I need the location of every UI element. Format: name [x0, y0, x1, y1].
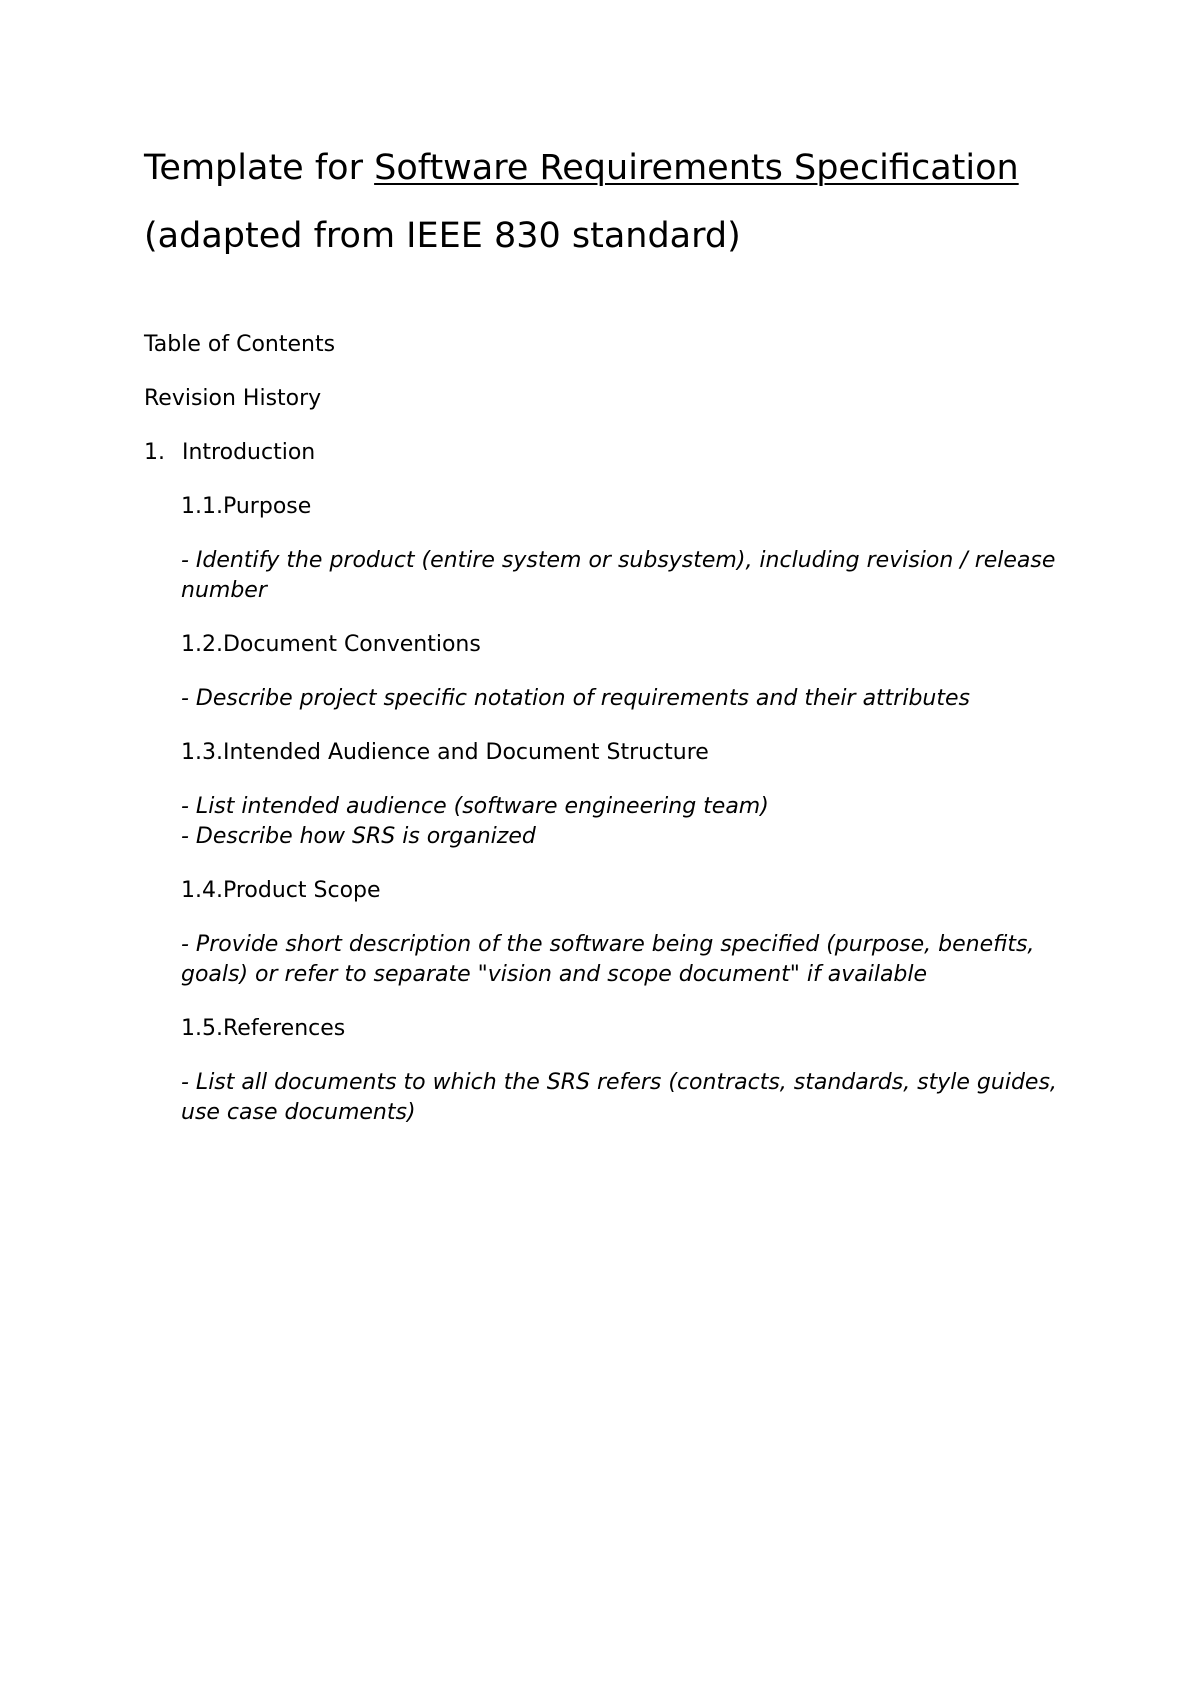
description-line: - Provide short description of the software being specified (purpose, benefits,	[181, 932, 1035, 957]
title-emphasis: Software Requirements Specification	[374, 148, 1019, 188]
description-line: - Describe how SRS is organized	[181, 824, 536, 849]
toc-revision-history: Revision History	[144, 386, 322, 411]
description-line: - List intended audience (software engineering team)	[181, 794, 769, 819]
introduction-subsections	[181, 492, 1057, 1128]
subsection-description-references	[181, 1068, 1061, 1128]
description-line: - Identify the product (entire system or subsystem), including revision / release	[181, 548, 1056, 573]
subsection-heading-references: 1.5.References	[181, 1016, 346, 1041]
section-number: 1.	[144, 440, 165, 465]
title-prefix: Template for	[144, 148, 363, 188]
subsection-description-document-conventions	[181, 684, 1061, 714]
document-subtitle: (adapted from IEEE 830 standard)	[144, 216, 741, 256]
section-label: Introduction	[182, 440, 316, 465]
description-line: - Describe project specific notation of requirements and their attributes	[181, 686, 970, 711]
subsection-heading-intended-audience: 1.3.Intended Audience and Document Structure	[181, 740, 709, 765]
subsection-description-product-scope	[181, 930, 1061, 990]
subsection-heading-document-conventions: 1.2.Document Conventions	[181, 632, 481, 657]
description-line: goals) or refer to separate "vision and scope document" if available	[181, 962, 928, 987]
description-line: number	[181, 578, 267, 603]
description-line: use case documents)	[181, 1100, 416, 1125]
table-of-contents-outline	[144, 330, 1057, 1152]
subsection-description-purpose	[181, 546, 1061, 606]
description-line: - List all documents to which the SRS refers (contracts, standards, style guides,	[181, 1070, 1057, 1095]
subsection-heading-product-scope: 1.4.Product Scope	[181, 878, 381, 903]
subsection-heading-purpose: 1.1.Purpose	[181, 494, 312, 519]
document-title	[144, 146, 1019, 190]
toc-section-introduction	[144, 438, 1044, 468]
subsection-description-intended-audience	[181, 792, 1061, 852]
toc-table-of-contents: Table of Contents	[144, 332, 336, 357]
